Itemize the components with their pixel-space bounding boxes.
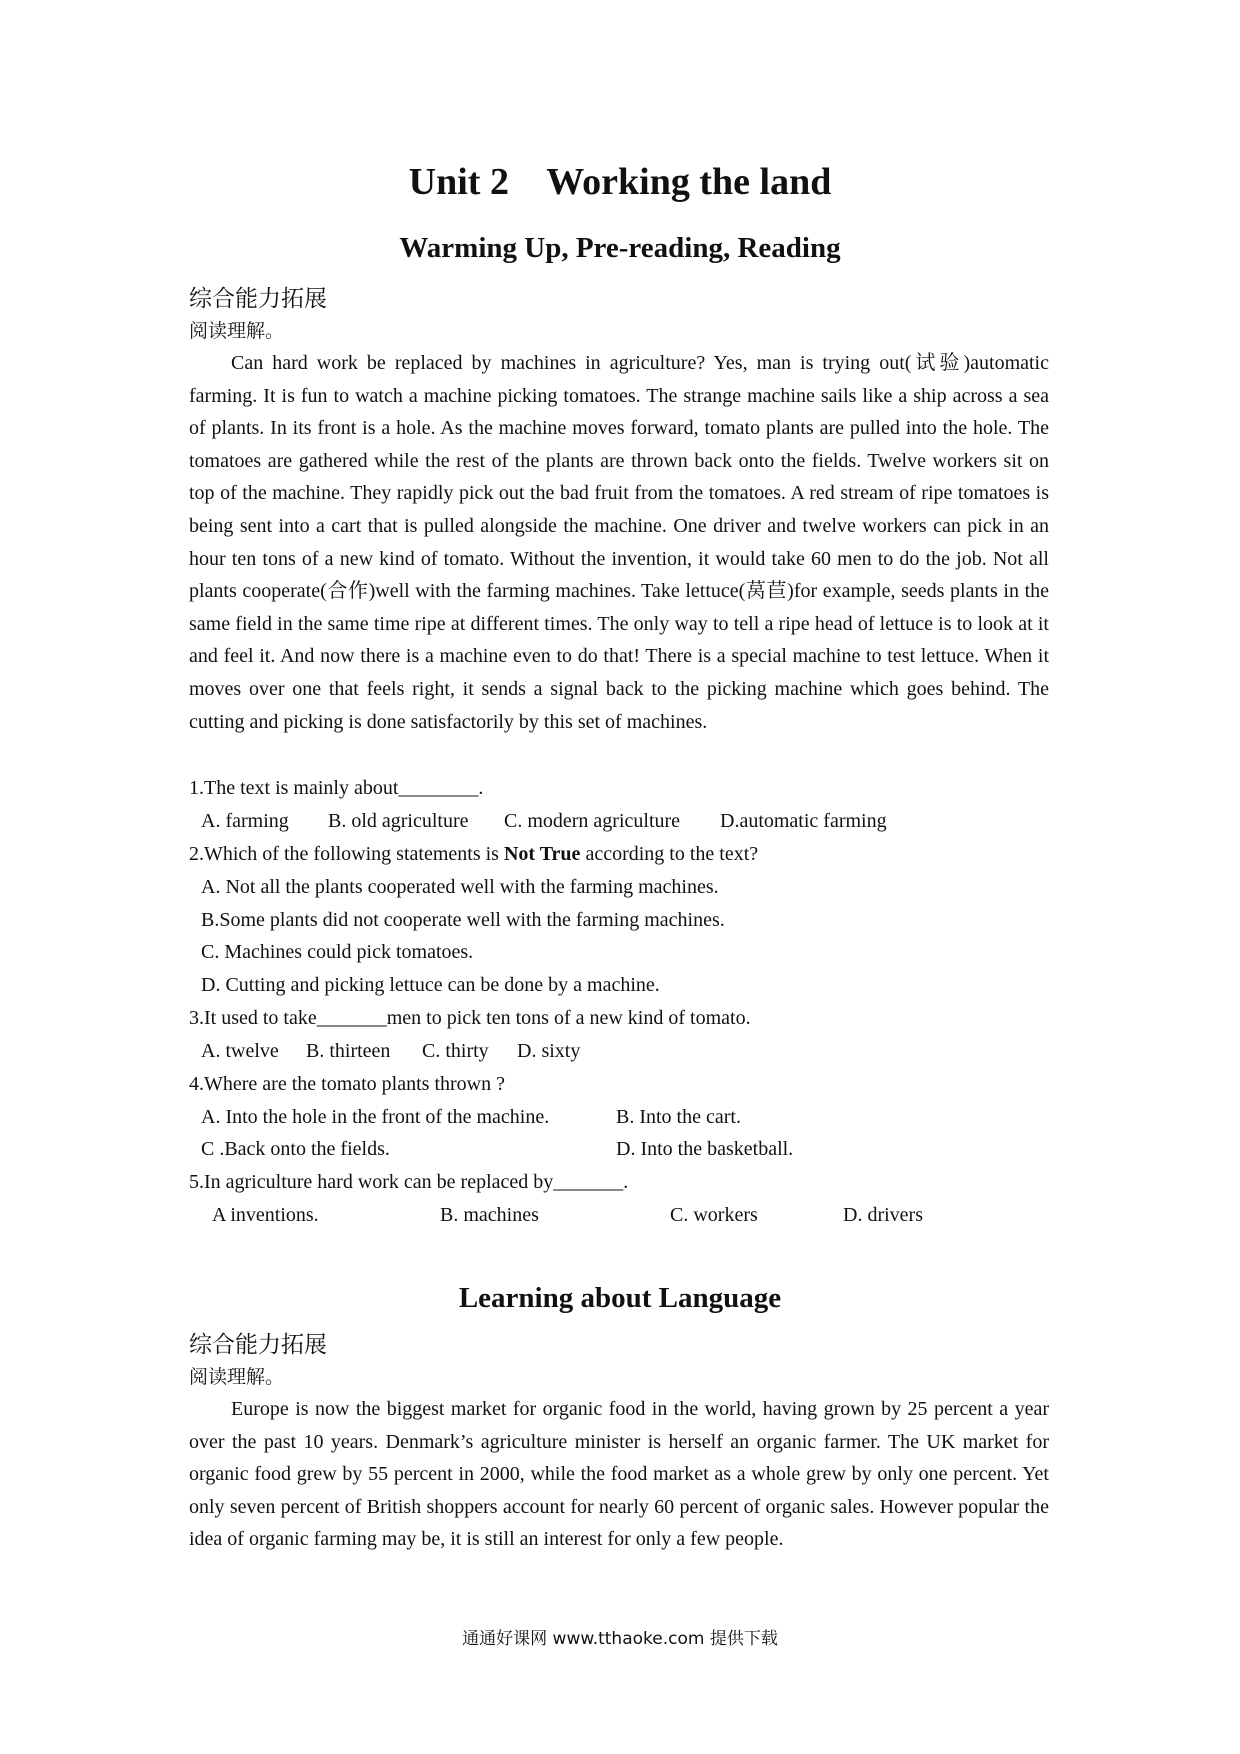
- question-2-stem: [189, 839, 758, 869]
- question-2-stem-post: according to the text?: [580, 843, 759, 865]
- question-3-stem: 3.It used to take_______men to pick ten tons of a new kind of tomato.: [189, 1007, 751, 1029]
- question-1-option-c: C. modern agriculture: [504, 810, 681, 832]
- question-2-stem-emphasis: Not True: [503, 843, 581, 865]
- question-2-stem-pre: 2.Which of the following statements is: [189, 843, 504, 865]
- section1-cn-heading: 综合能力拓展: [189, 286, 327, 312]
- question-3-option-d: D. sixty: [517, 1040, 581, 1062]
- question-3-option-a: A. twelve: [201, 1040, 279, 1062]
- question-5-option-c: C. workers: [670, 1204, 758, 1226]
- question-1-option-a: A. farming: [201, 810, 289, 832]
- question-4-option-b: B. Into the cart.: [616, 1106, 741, 1128]
- question-5-option-d: D. drivers: [843, 1204, 923, 1226]
- question-1-stem: 1.The text is mainly about________.: [189, 777, 484, 799]
- section2-cn-heading: 综合能力拓展: [189, 1332, 327, 1358]
- question-2-option-c: C. Machines could pick tomatoes.: [201, 941, 474, 963]
- question-1-option-d: D.automatic farming: [720, 810, 887, 832]
- section1-passage: Can hard work be replaced by machines in agriculture? Yes, man is trying out(试验)automatic farming. It is fun to watch a machine picking tomatoes. The strange machine sails like a ship across a sea of plants. In its front is a hole. As the machine moves forward, tomato plants are pulled into the hole. The tomatoes are gathered while the rest of the plants are thrown back onto the fields. Twelve workers sit on top of the machine. They rapidly pick out the bad fruit from the tomatoes. A red stream of ripe tomatoes is being sent into a cart that is pulled alongside the machine. One driver and twelve workers can pick in an hour ten tons of a new kind of tomato. Without the invention, it would take 60 men to do the job. Not all plants cooperate(合作)well with the farming machines. Take lettuce(莴苣)for example, seeds plants in the same field in the same time ripe at different times. The only way to tell a ripe head of lettuce is to look at it and feel it. And now there is a machine even to do that! There is a special machine to test lettuce. When it moves over one that feels right, it sends a signal back to the picking machine which goes behind. The cutting and picking is done satisfactorily by this set of machines.: [189, 352, 1049, 733]
- section2-heading: Learning about Language: [458, 1282, 782, 1314]
- section1-heading: Warming Up, Pre-reading, Reading: [399, 232, 841, 264]
- question-3-option-c: C. thirty: [422, 1040, 489, 1062]
- unit-title: Unit 2 Working the land: [408, 161, 832, 203]
- footer-credit: 通通好课网 www.tthaoke.com 提供下载: [462, 1629, 778, 1649]
- question-1-option-b: B. old agriculture: [328, 810, 469, 832]
- question-4-option-d: D. Into the basketball.: [616, 1138, 794, 1160]
- question-4-stem: 4.Where are the tomato plants thrown ?: [189, 1073, 505, 1095]
- question-4-option-a: A. Into the hole in the front of the machine.: [201, 1106, 550, 1128]
- question-4-option-c: C .Back onto the fields.: [201, 1138, 390, 1160]
- question-2-option-d: D. Cutting and picking lettuce can be done by a machine.: [201, 974, 660, 996]
- question-5-option-b: B. machines: [440, 1204, 539, 1226]
- question-5-option-a: A inventions.: [212, 1204, 319, 1226]
- section1-cn-sub: 阅读理解。: [189, 320, 285, 342]
- question-2-option-b: B.Some plants did not cooperate well with the farming machines.: [201, 909, 725, 931]
- question-5-stem: 5.In agriculture hard work can be replaced by_______.: [189, 1171, 629, 1193]
- question-3-option-b: B. thirteen: [306, 1040, 391, 1062]
- section2-cn-sub: 阅读理解。: [189, 1366, 285, 1388]
- section2-passage: Europe is now the biggest market for organic food in the world, having grown by 25 percent a year over the past 10 years. Denmark’s agriculture minister is herself an organic farmer. The UK market for organic food grew by 55 percent in 2000, while the food market as a whole grew by only one percent. Yet only seven percent of British shoppers account for nearly 60 percent of organic sales. However popular the idea of organic farming may be, it is still an interest for only a few people.: [189, 1398, 1049, 1551]
- question-2-option-a: A. Not all the plants cooperated well with the farming machines.: [201, 876, 719, 898]
